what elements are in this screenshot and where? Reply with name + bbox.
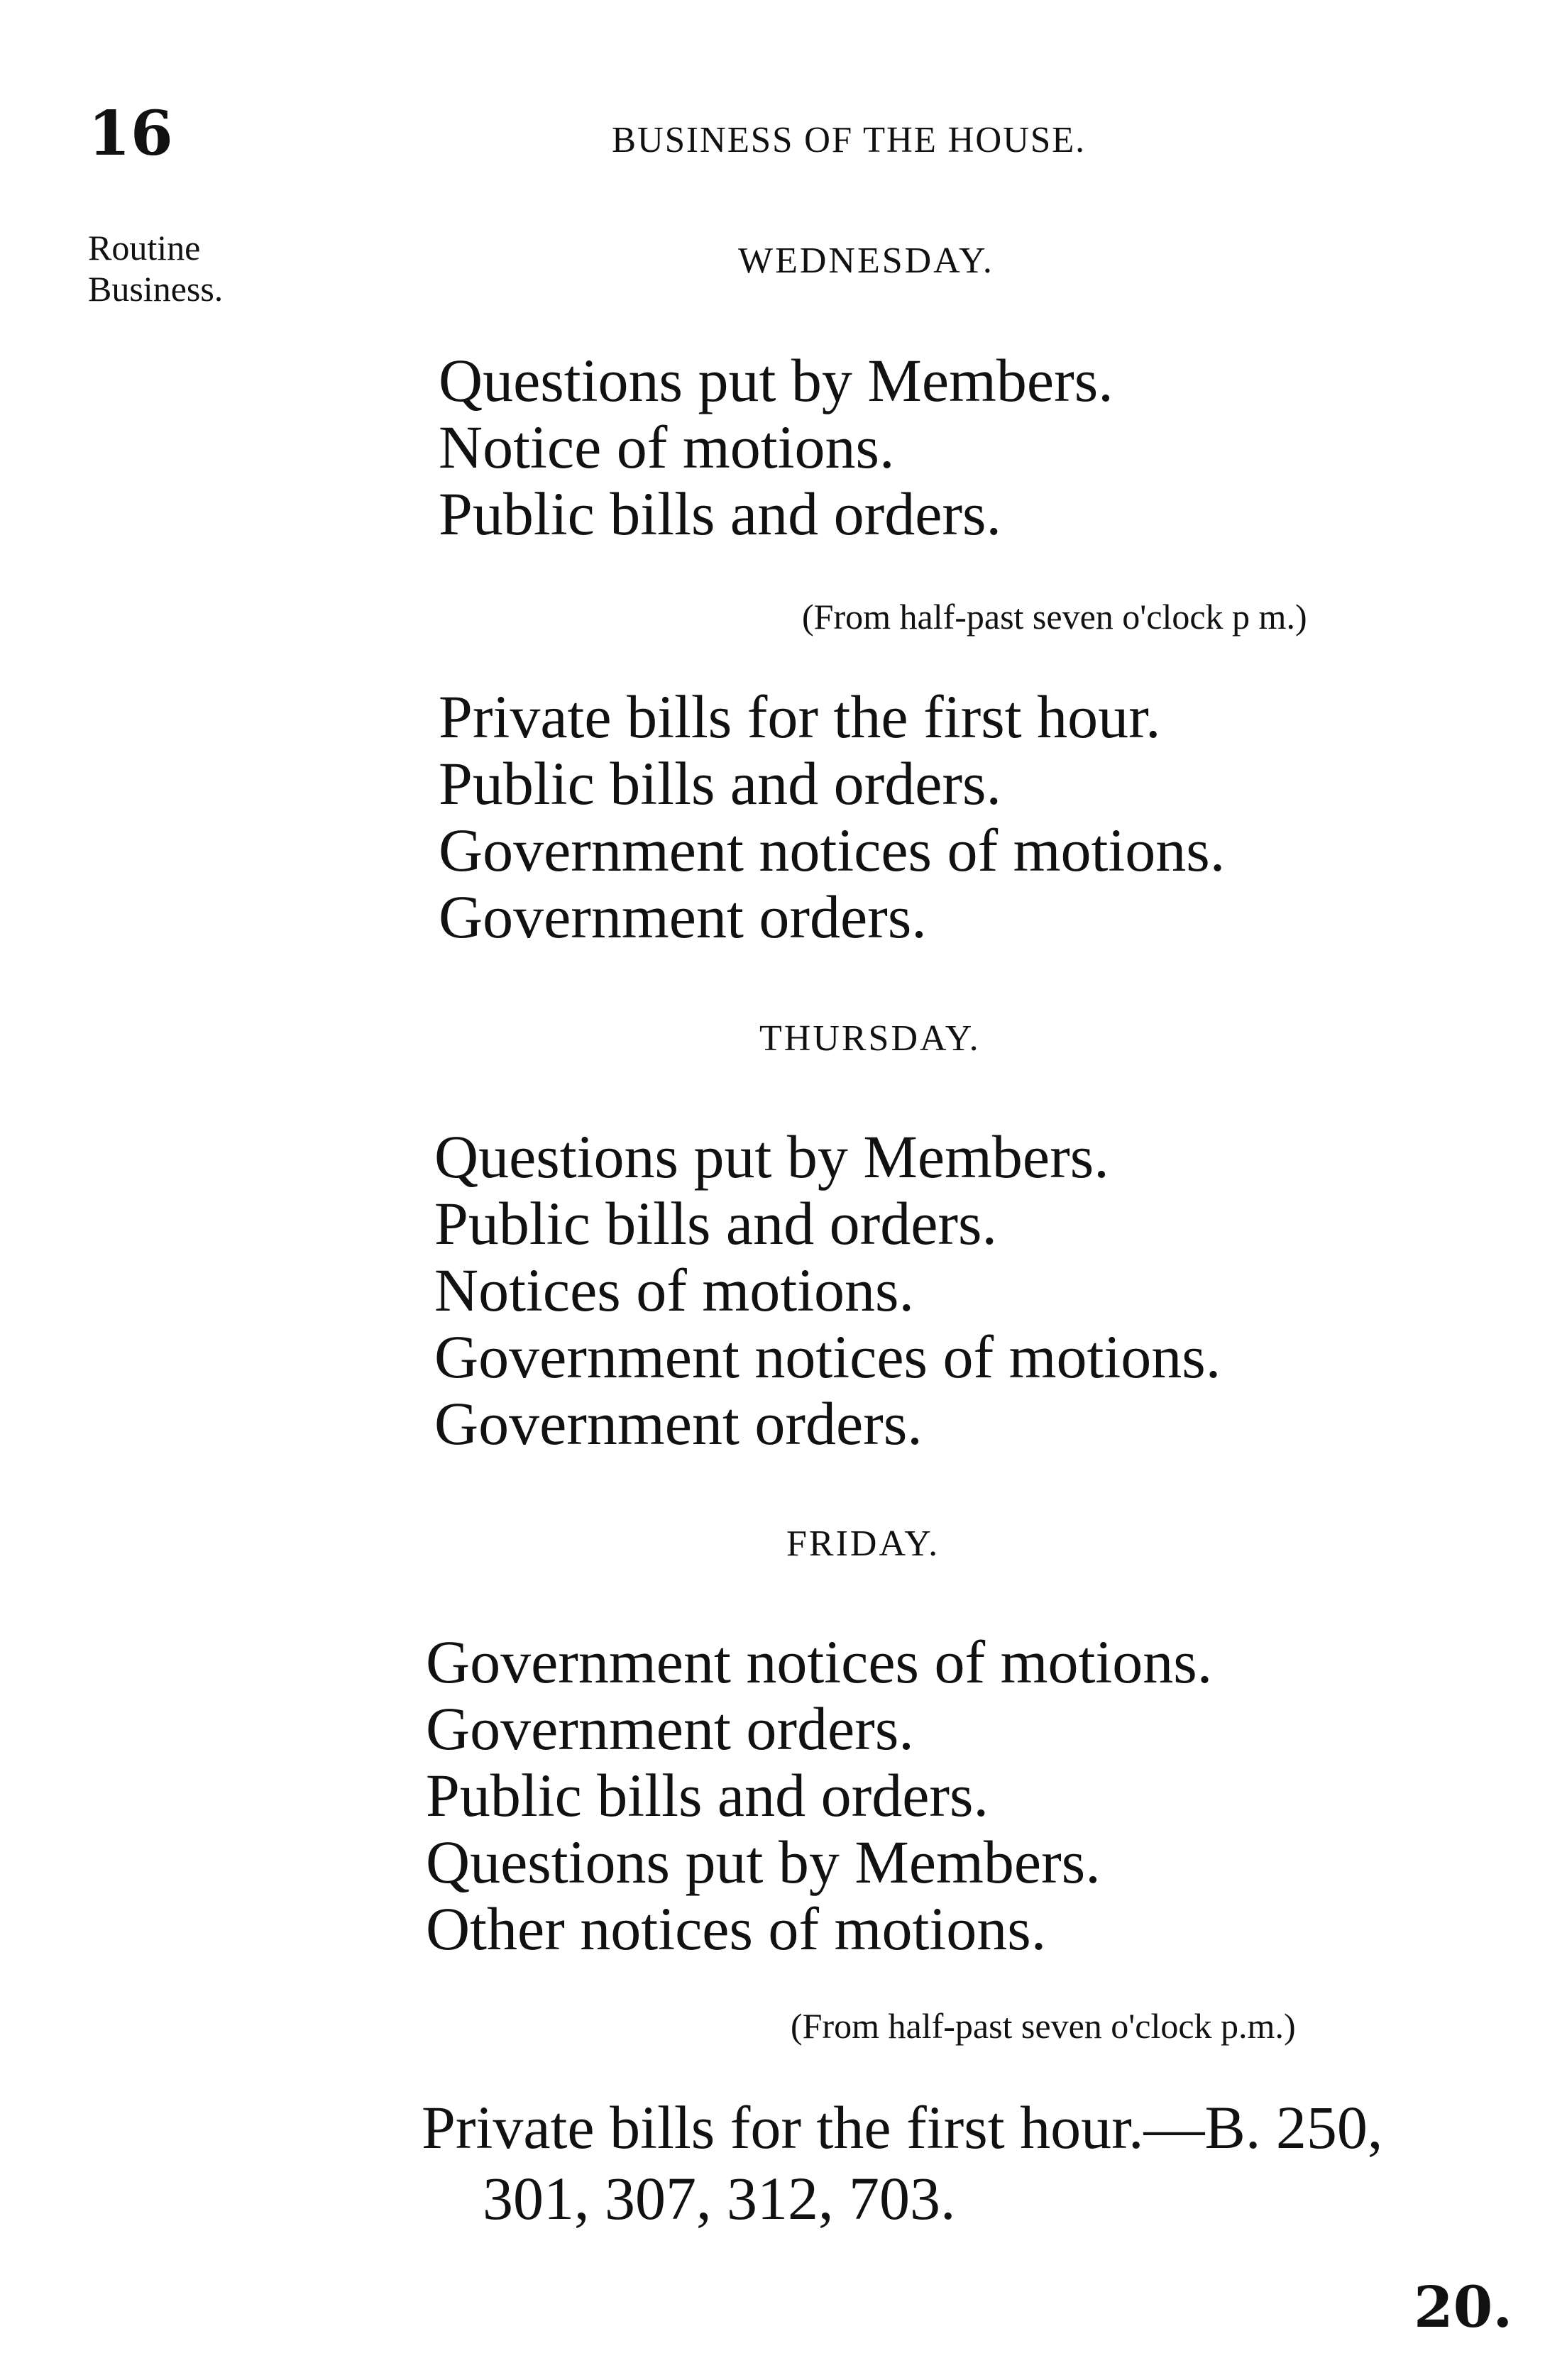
friday-item: Public bills and orders.	[426, 1761, 989, 1829]
wednesday-evening-note: (From half-past seven o'clock p m.)	[802, 597, 1307, 637]
thursday-item: Notices of motions.	[434, 1256, 914, 1324]
friday-item: Questions put by Members.	[426, 1828, 1101, 1896]
wednesday-evening-item: Government orders.	[439, 883, 927, 951]
friday-heading: FRIDAY.	[786, 1524, 940, 1564]
page-number: 16	[88, 98, 173, 170]
thursday-item: Questions put by Members.	[434, 1123, 1109, 1191]
wednesday-item: Public bills and orders.	[439, 480, 1002, 548]
wednesday-evening-item: Private bills for the first hour.	[439, 683, 1161, 751]
friday-item: Other notices of motions.	[426, 1895, 1047, 1963]
friday-evening-item: 301, 307, 312, 703.	[483, 2164, 956, 2232]
marginal-note-line: Routine	[88, 228, 201, 268]
thursday-item: Government orders.	[434, 1389, 923, 1458]
friday-evening-note: (From half-past seven o'clock p.m.)	[791, 2006, 1296, 2046]
wednesday-item: Notice of motions.	[439, 413, 895, 481]
wednesday-evening-item: Government notices of motions.	[439, 816, 1226, 884]
wednesday-heading: WEDNESDAY.	[738, 241, 994, 281]
wednesday-evening-item: Public bills and orders.	[439, 749, 1002, 817]
friday-evening-item: Private bills for the first hour.—B. 250,	[422, 2093, 1383, 2161]
thursday-item: Government notices of motions.	[434, 1323, 1221, 1391]
marginal-note-line: Business.	[88, 269, 224, 309]
thursday-item: Public bills and orders.	[434, 1189, 998, 1257]
wednesday-item: Questions put by Members.	[439, 346, 1114, 414]
friday-item: Government notices of motions.	[426, 1628, 1213, 1696]
running-title: BUSINESS OF THE HOUSE.	[612, 120, 1086, 160]
friday-item: Government orders.	[426, 1695, 914, 1763]
thursday-heading: THURSDAY.	[759, 1018, 981, 1059]
page-signature: 20.	[1414, 2274, 1513, 2340]
marginal-note	[88, 227, 223, 309]
